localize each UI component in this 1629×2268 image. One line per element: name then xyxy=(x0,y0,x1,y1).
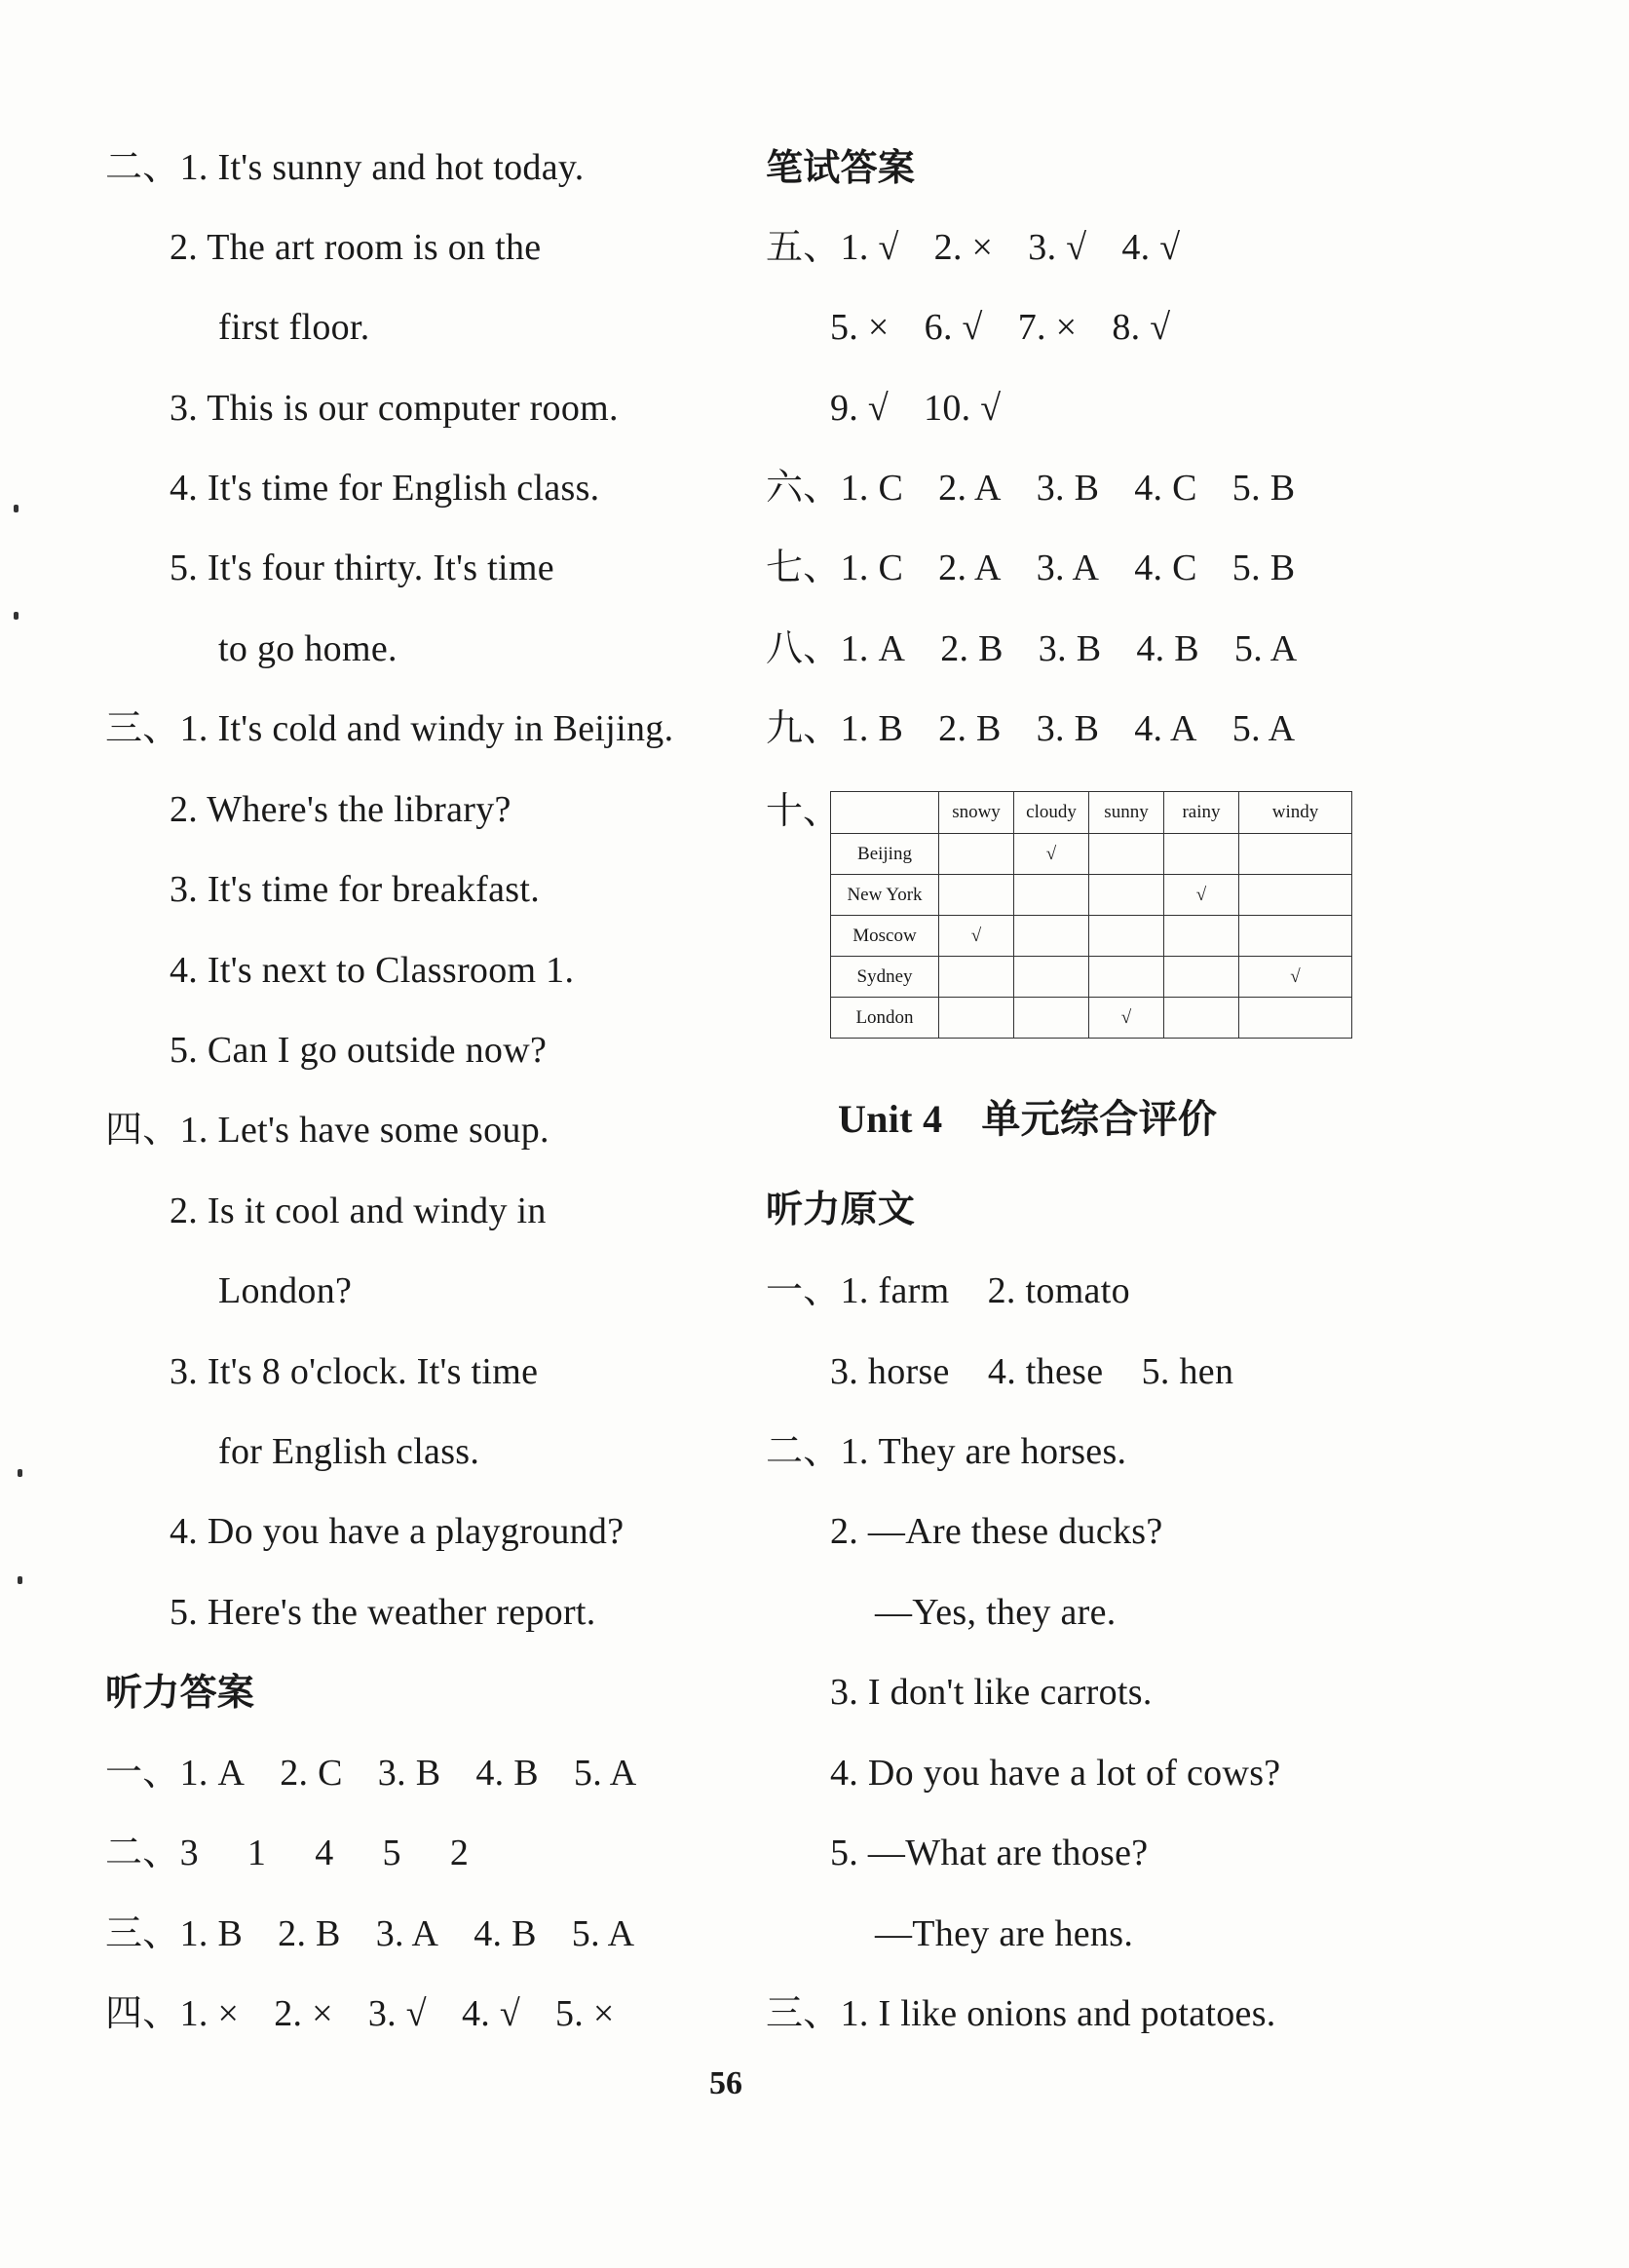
text-line: 3. horse 4. these 5. hen xyxy=(830,1351,1234,1392)
table-cell: Sydney xyxy=(831,957,939,998)
text-line: 5. Can I go outside now? xyxy=(170,1030,548,1071)
table-cell xyxy=(1164,998,1239,1039)
text-line: first floor. xyxy=(218,307,370,348)
answer-item: 1 xyxy=(246,1833,267,1873)
answer-item: 4. B xyxy=(1136,628,1199,669)
answer-item: 4. A xyxy=(1134,708,1197,749)
text-line: to go home. xyxy=(218,628,398,669)
table-cell xyxy=(1164,957,1239,998)
table-cell: √ xyxy=(939,916,1014,957)
answer-item: 2. B xyxy=(940,628,1004,669)
answer-row xyxy=(766,223,1215,272)
text-line: 3. This is our computer room. xyxy=(170,388,619,429)
table-cell xyxy=(1014,998,1089,1039)
table-cell xyxy=(1164,916,1239,957)
table-cell xyxy=(1014,875,1089,916)
table-cell xyxy=(1239,875,1352,916)
answer-item: 3. A xyxy=(375,1913,439,1954)
answer-item: 5. × xyxy=(830,307,890,348)
answer-item: 3. B xyxy=(1038,628,1102,669)
table-cell xyxy=(1239,916,1352,957)
answer-item: 四、1. × xyxy=(105,1993,240,2034)
margin-mark xyxy=(18,1469,22,1477)
answer-item: 6. √ xyxy=(924,307,983,348)
table-cell xyxy=(1089,957,1164,998)
unit-title-cn: 单元综合评价 xyxy=(981,1097,1218,1142)
answer-item: 4. B xyxy=(475,1753,539,1794)
answer-item: 7. × xyxy=(1017,307,1078,348)
answer-item: 4 xyxy=(315,1833,334,1873)
table-cell xyxy=(939,834,1014,875)
answer-row xyxy=(766,544,1330,592)
answer-item: 2. × xyxy=(274,1993,333,2034)
unit-title xyxy=(838,1095,1217,1144)
answer-item: 4. C xyxy=(1134,548,1197,588)
answer-row xyxy=(766,704,1330,753)
text-line: 2. The art room is on the xyxy=(170,227,542,268)
answer-item: 5. A xyxy=(1233,628,1298,669)
answer-item: 8. √ xyxy=(1112,307,1171,348)
table-cell: √ xyxy=(1239,957,1352,998)
answer-item: 3. B xyxy=(1036,708,1100,749)
answer-item: 2. × xyxy=(933,227,994,268)
section-ten-label: 十、 xyxy=(766,791,841,832)
text-line: 一、1. farm 2. tomato xyxy=(766,1270,1130,1311)
answer-item: 八、1. A xyxy=(766,628,906,669)
listening-answers-heading: 听力答案 xyxy=(105,1671,255,1714)
answer-item: 2. A xyxy=(938,468,1002,509)
table-cell: Moscow xyxy=(831,916,939,957)
table-cell xyxy=(1089,916,1164,957)
answer-row xyxy=(766,464,1330,512)
table-cell xyxy=(1164,834,1239,875)
table-cell xyxy=(1089,875,1164,916)
text-line: 3. It's 8 o'clock. It's time xyxy=(170,1351,539,1392)
table-cell xyxy=(1239,998,1352,1039)
answer-item: 3. B xyxy=(377,1753,441,1794)
answer-item: 六、1. C xyxy=(766,468,904,509)
answer-item: 九、1. B xyxy=(766,708,904,749)
answer-item: 4. C xyxy=(1134,468,1197,509)
answer-item: 3. A xyxy=(1036,548,1100,588)
text-line: 4. It's next to Classroom 1. xyxy=(170,950,575,991)
text-line: —Yes, they are. xyxy=(875,1592,1117,1633)
text-line: —They are hens. xyxy=(875,1913,1134,1954)
table-header-cell xyxy=(831,792,939,834)
written-answers-heading: 笔试答案 xyxy=(766,146,916,189)
table-row xyxy=(831,875,1352,916)
margin-mark xyxy=(14,612,19,620)
answer-item: 5. A xyxy=(571,1913,635,1954)
answer-item: 5 xyxy=(382,1833,401,1873)
answer-item: 2 xyxy=(449,1833,470,1873)
answer-item: 4. √ xyxy=(461,1993,520,2034)
margin-mark xyxy=(18,1576,22,1584)
text-line: 4. Do you have a lot of cows? xyxy=(830,1753,1281,1794)
answer-item: 5. B xyxy=(1231,468,1296,509)
table-header-cell: rainy xyxy=(1164,792,1239,834)
answer-item: 二、3 xyxy=(105,1833,199,1873)
answer-row xyxy=(105,1749,671,1797)
text-line: 二、1. It's sunny and hot today. xyxy=(105,147,585,188)
answer-item: 五、1. √ xyxy=(766,227,899,268)
table-header-cell: sunny xyxy=(1089,792,1164,834)
text-line: 四、1. Let's have some soup. xyxy=(105,1110,549,1151)
text-line: 4. Do you have a playground? xyxy=(170,1511,625,1552)
answer-item: 5. A xyxy=(1231,708,1296,749)
table-cell xyxy=(1239,834,1352,875)
answer-row xyxy=(830,384,1036,433)
answer-item: 4. √ xyxy=(1121,227,1181,268)
table-cell: New York xyxy=(831,875,939,916)
answer-item: 一、1. A xyxy=(105,1753,246,1794)
answer-item: 5. A xyxy=(573,1753,637,1794)
margin-mark xyxy=(14,505,19,512)
page-number: 56 xyxy=(709,2065,742,2101)
answer-row xyxy=(766,624,1332,673)
text-line: 2. —Are these ducks? xyxy=(830,1511,1163,1552)
text-line: 三、1. I like onions and potatoes. xyxy=(766,1993,1276,2034)
answer-row xyxy=(105,1909,669,1958)
text-line: 3. I don't like carrots. xyxy=(830,1672,1153,1713)
text-line: 2. Is it cool and windy in xyxy=(170,1191,547,1231)
table-cell xyxy=(939,957,1014,998)
text-line: 3. It's time for breakfast. xyxy=(170,869,541,910)
table-cell: √ xyxy=(1089,998,1164,1039)
table-cell: Beijing xyxy=(831,834,939,875)
text-line: for English class. xyxy=(218,1431,480,1472)
table-row xyxy=(831,957,1352,998)
text-line: London? xyxy=(218,1270,353,1311)
answer-item: 5. B xyxy=(1231,548,1296,588)
table-header-row xyxy=(831,792,1352,834)
answer-item: 3. √ xyxy=(1028,227,1087,268)
answer-item: 2. B xyxy=(278,1913,341,1954)
answer-item: 5. × xyxy=(555,1993,615,2034)
table-cell: √ xyxy=(1014,834,1089,875)
listening-text-heading: 听力原文 xyxy=(766,1188,916,1230)
answer-item: 10. √ xyxy=(924,388,1002,429)
table-cell: √ xyxy=(1164,875,1239,916)
table-cell xyxy=(1014,957,1089,998)
text-line: 5. —What are those? xyxy=(830,1833,1149,1873)
answer-item: 七、1. C xyxy=(766,548,904,588)
table-header-cell: snowy xyxy=(939,792,1014,834)
answer-row xyxy=(105,1989,650,2038)
table-header-cell: windy xyxy=(1239,792,1352,834)
answer-item: 3. √ xyxy=(367,1993,427,2034)
table-cell xyxy=(1089,834,1164,875)
table-row xyxy=(831,834,1352,875)
answer-row xyxy=(830,303,1205,352)
table-row xyxy=(831,998,1352,1039)
table-header-cell: cloudy xyxy=(1014,792,1089,834)
text-line: 2. Where's the library? xyxy=(170,789,511,830)
table-cell xyxy=(1014,916,1089,957)
answer-item: 2. B xyxy=(938,708,1002,749)
text-line: 二、1. They are horses. xyxy=(766,1431,1127,1472)
table-cell: London xyxy=(831,998,939,1039)
text-line: 5. Here's the weather report. xyxy=(170,1592,596,1633)
answer-item: 2. A xyxy=(938,548,1002,588)
table-row xyxy=(831,916,1352,957)
answer-item: 2. C xyxy=(280,1753,343,1794)
answer-item: 3. B xyxy=(1036,468,1100,509)
text-line: 5. It's four thirty. It's time xyxy=(170,548,554,588)
answer-item: 三、1. B xyxy=(105,1913,244,1954)
answer-item: 4. B xyxy=(474,1913,537,1954)
answer-row xyxy=(105,1829,469,1877)
unit-title-en: Unit 4 xyxy=(838,1097,943,1141)
answer-item: 9. √ xyxy=(830,388,890,429)
text-line: 4. It's time for English class. xyxy=(170,468,600,509)
table-cell xyxy=(939,998,1014,1039)
text-line: 三、1. It's cold and windy in Beijing. xyxy=(105,708,674,749)
weather-table xyxy=(830,791,1352,1039)
table-cell xyxy=(939,875,1014,916)
